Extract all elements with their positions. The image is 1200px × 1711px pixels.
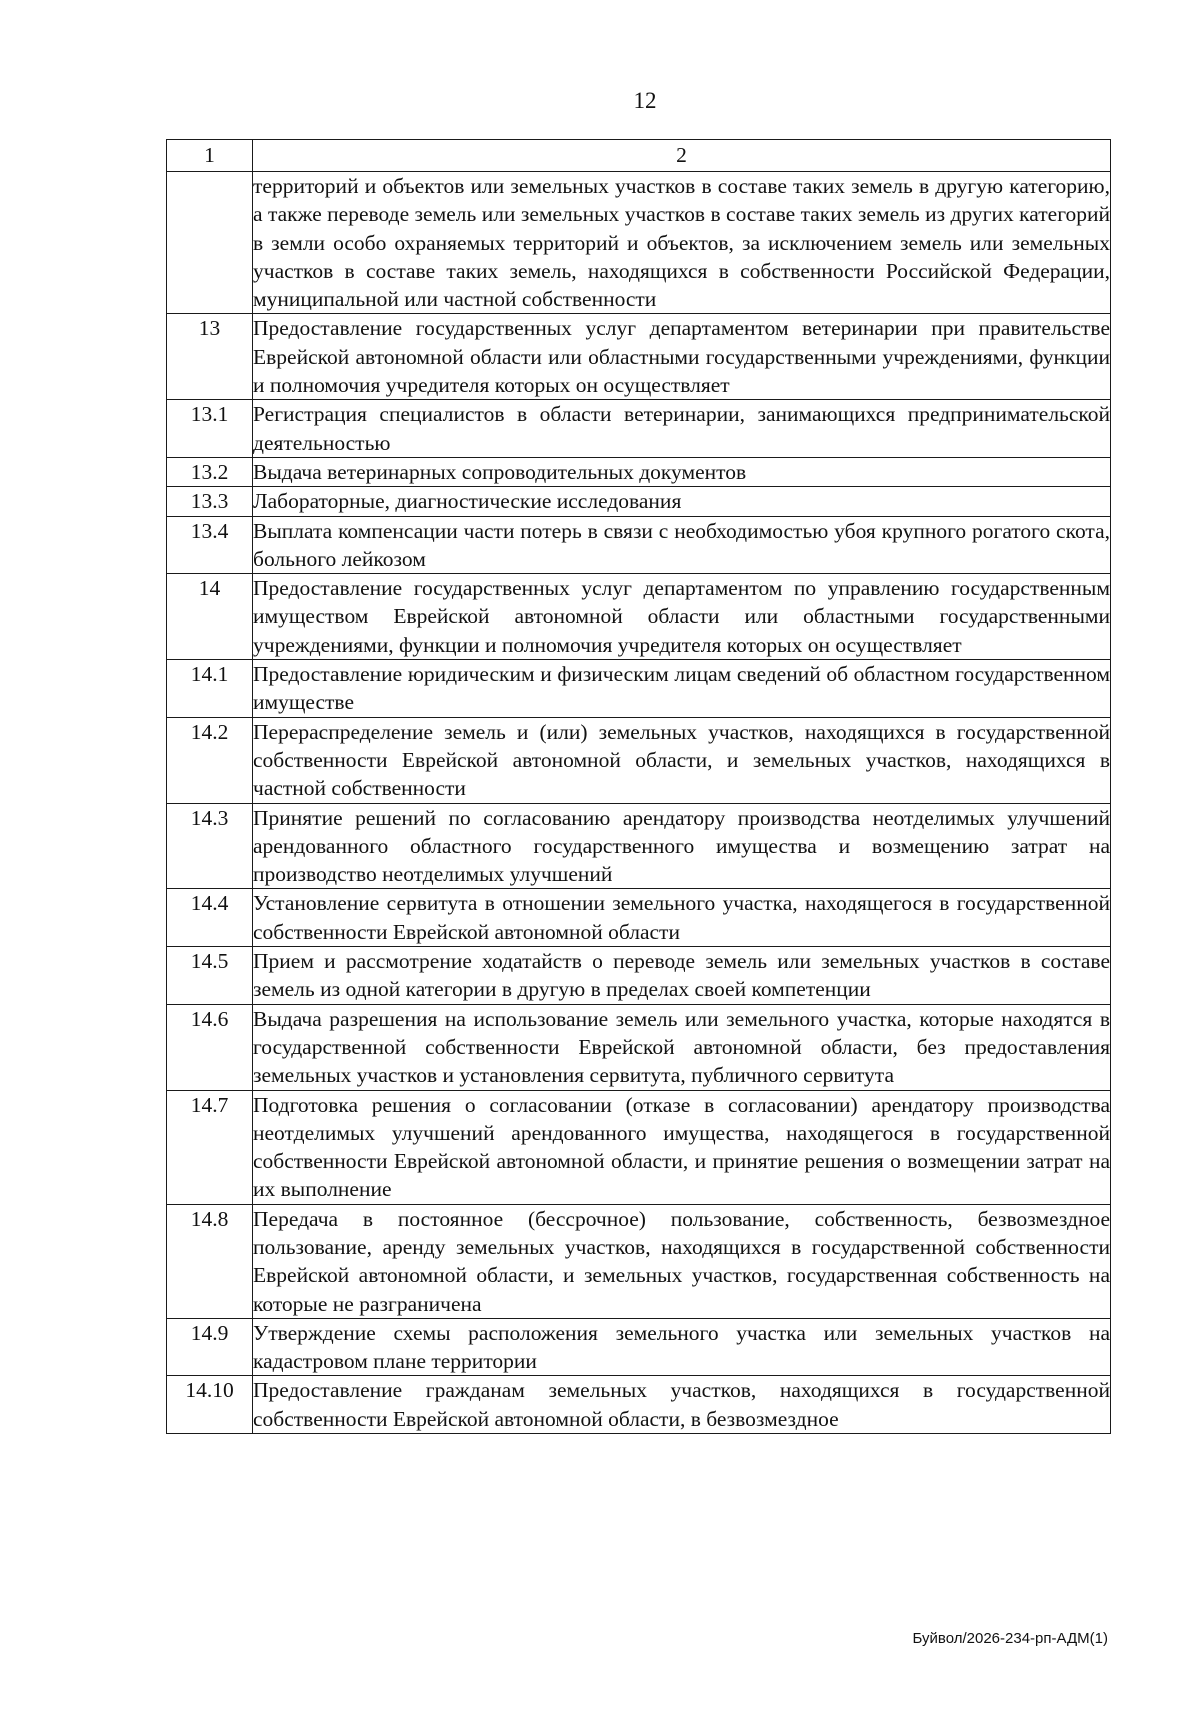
- table-row: [167, 660, 1111, 718]
- table-row: [167, 1204, 1111, 1318]
- row-text: территорий и объектов или земельных участков в составе таких земель в другую категорию, а также переводе земель или земельных участков в составе таких земель из других категорий в земли особо охраняемых территорий и объектов, за исключением земель или земельных участков в составе таких земель, находящихся в собственности Российской Федерации, муниципальной или частной собственности: [253, 172, 1111, 314]
- table-row: [167, 803, 1111, 889]
- table-row: [167, 889, 1111, 947]
- document-code: Буйвол/2026-234-рп-АДМ(1): [912, 1630, 1108, 1647]
- row-text: Подготовка решения о согласовании (отказе в согласовании) арендатору производства неотделимых улучшений арендованного имущества, находящегося в государственной собственности Еврейской автономной области, и принятие решения о возмещении затрат на их выполнение: [253, 1090, 1111, 1204]
- table-row: [167, 457, 1111, 486]
- row-number: 14.6: [167, 1004, 253, 1090]
- page-number: 12: [633, 88, 657, 113]
- services-table: [166, 139, 1111, 1434]
- table-row: [167, 400, 1111, 458]
- row-text: Утверждение схемы расположения земельного участка или земельных участков на кадастровом плане территории: [253, 1318, 1111, 1376]
- row-number: 14.10: [167, 1376, 253, 1434]
- row-number: [167, 172, 253, 314]
- row-number: 14.9: [167, 1318, 253, 1376]
- row-number: 14.2: [167, 717, 253, 803]
- row-text: Предоставление государственных услуг департаментом по управлению государственным имуществом Еврейской автономной области или областными государственными учреждениями, функции и полномочия учредителя которых он осуществляет: [253, 574, 1111, 660]
- row-number: 13.4: [167, 516, 253, 574]
- row-text: Выдача разрешения на использование земель или земельного участка, которые находятся в государственной собственности Еврейской автономной области, без предоставления земельных участков и установления сервитута, публичного сервитута: [253, 1004, 1111, 1090]
- row-number: 14.1: [167, 660, 253, 718]
- row-number: 13.2: [167, 457, 253, 486]
- table-header: [167, 140, 1111, 172]
- header-col-2: 2: [253, 140, 1111, 172]
- row-text: Регистрация специалистов в области ветеринарии, занимающихся предпринимательской деятельностью: [253, 400, 1111, 458]
- row-number: 13.3: [167, 487, 253, 516]
- table-row: [167, 574, 1111, 660]
- row-text: Выплата компенсации части потерь в связи с необходимостью убоя крупного рогатого скота, больного лейкозом: [253, 516, 1111, 574]
- table-row: [167, 1318, 1111, 1376]
- table-row: [167, 1004, 1111, 1090]
- row-number: 14.7: [167, 1090, 253, 1204]
- row-number: 14.5: [167, 947, 253, 1005]
- row-number: 13: [167, 314, 253, 400]
- table-row: [167, 516, 1111, 574]
- row-number: 14: [167, 574, 253, 660]
- row-text: Перераспределение земель и (или) земельных участков, находящихся в государственной собственности Еврейской автономной области, и земельных участков, находящихся в частной собственности: [253, 717, 1111, 803]
- row-text: Предоставление гражданам земельных участков, находящихся в государственной собственности Еврейской автономной области, в безвозмездное: [253, 1376, 1111, 1434]
- row-text: Предоставление юридическим и физическим лицам сведений об областном государственном имуществе: [253, 660, 1111, 718]
- row-number: 14.8: [167, 1204, 253, 1318]
- table-row: [167, 717, 1111, 803]
- table-row: [167, 314, 1111, 400]
- row-text: Выдача ветеринарных сопроводительных документов: [253, 457, 1111, 486]
- table-row: [167, 487, 1111, 516]
- table-row: [167, 947, 1111, 1005]
- header-row: [167, 140, 1111, 172]
- table-row: [167, 1090, 1111, 1204]
- row-text: Передача в постоянное (бессрочное) пользование, собственность, безвозмездное пользование, аренду земельных участков, находящихся в государственной собственности Еврейской автономной области, и земельных участков, государственная собственность на которые не разграничена: [253, 1204, 1111, 1318]
- row-number: 14.3: [167, 803, 253, 889]
- row-number: 14.4: [167, 889, 253, 947]
- row-text: Установление сервитута в отношении земельного участка, находящегося в государственной собственности Еврейской автономной области: [253, 889, 1111, 947]
- row-number: 13.1: [167, 400, 253, 458]
- row-text: Лабораторные, диагностические исследования: [253, 487, 1111, 516]
- table-row: [167, 172, 1111, 314]
- row-text: Предоставление государственных услуг департаментом ветеринарии при правительстве Еврейской автономной области или областными государственными учреждениями, функции и полномочия учредителя которых он осуществляет: [253, 314, 1111, 400]
- row-text: Принятие решений по согласованию арендатору производства неотделимых улучшений арендованного областного государственного имущества и возмещению затрат на производство неотделимых улучшений: [253, 803, 1111, 889]
- table-row: [167, 1376, 1111, 1434]
- table-body: [167, 172, 1111, 1434]
- header-col-1: 1: [167, 140, 253, 172]
- row-text: Прием и рассмотрение ходатайств о переводе земель или земельных участков в составе земель из одной категории в другую в пределах своей компетенции: [253, 947, 1111, 1005]
